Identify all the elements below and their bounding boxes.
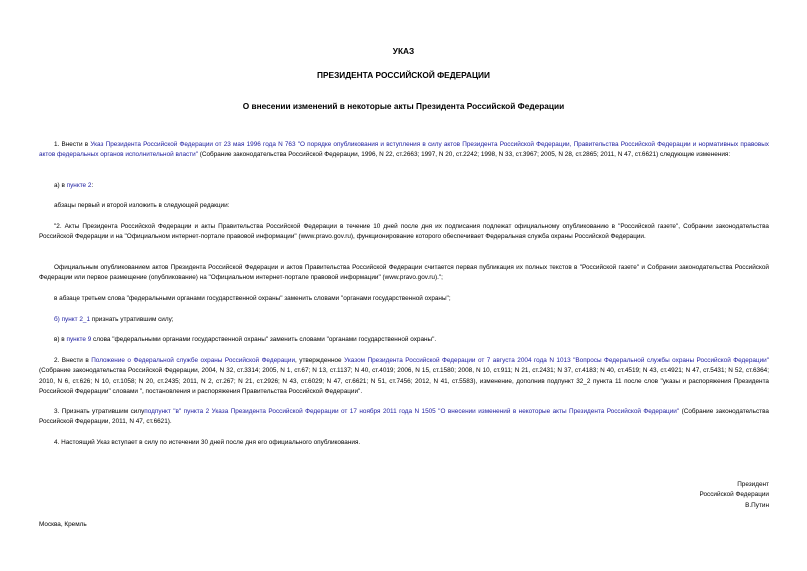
p1-suffix: (Собрание законодательства Российской Федерации, 1996, N 22, ст.2663; 1997, N 20, ст.2242; 1998, N 33, ст.3967; 2005, N 28, ст.2865; 2011, N 47, ст.6621) следующие изменения:: [197, 151, 731, 159]
issuer: ПРЕЗИДЕНТА РОССИЙСКОЙ ФЕДЕРАЦИИ: [317, 70, 490, 80]
signature-line-3: В.Путин: [745, 501, 769, 509]
doc-type: УКАЗ: [392, 46, 415, 56]
p1-prefix: 1. Внести в: [54, 141, 91, 148]
paragraph-1: [39, 140, 769, 161]
p2-link-2[interactable]: Указом Президента Российской Федерации от 7 августа 2004 года N 1013 "Вопросы Федеральной службы охраны Российской Федерации": [344, 357, 769, 364]
signature-line-2: Российской Федерации: [699, 491, 769, 499]
item-v-link[interactable]: пункте 9: [66, 336, 92, 343]
item-b-link[interactable]: пункт 2_1: [61, 316, 90, 323]
place-of-signing: Москва, Кремль: [39, 521, 87, 528]
item-a-prefix: а) в: [54, 182, 67, 189]
p2-link-1[interactable]: Положение о Федеральной службе охраны Российской Федерации: [91, 357, 296, 364]
p3-link-1[interactable]: подпункт "в" пункта 2: [144, 408, 210, 415]
paragraph-abz3: в абзаце третьем слова "федеральными органами государственной охраны" заменить словами "органами государственной охраны";: [54, 295, 451, 302]
signature-line-1: Президент: [737, 481, 769, 488]
p3-suffix: (Собрание законодательства Российской Федерации, 2011, N 47, ст.6621).: [39, 408, 769, 426]
p3-prefix: 3. Признать утратившим силу: [54, 408, 145, 415]
item-b-prefix: б): [54, 316, 62, 323]
item-b-suffix: признать утратившим силу;: [90, 316, 174, 323]
p2-mid: , утвержденное: [295, 357, 345, 364]
item-a-text: абзацы первый и второй изложить в следующей редакции:: [54, 202, 230, 209]
item-v: [39, 335, 769, 345]
signature-block: [700, 480, 770, 511]
quote-paragraph-1: "2. Акты Президента Российской Федерации и акты Правительства Российской Федерации в течение 10 дней после дня их подписания подлежат официальному опубликованию в "Российской газете", Собрании законодательства Российской Федерации и на "Официальном интернет-портале правовой информации" (www.pravo.gov.ru), функционирование которого обеспечивает Федеральная служба охраны Российской Федерации.: [39, 223, 769, 241]
p2-prefix: 2. Внести в: [54, 357, 92, 364]
item-a-link[interactable]: пункте 2: [66, 182, 92, 189]
item-v-prefix: в) в: [54, 336, 67, 343]
item-b: [39, 315, 769, 325]
paragraph-3: [39, 407, 769, 428]
p1-link[interactable]: Указ Президента Российской Федерации от 23 мая 1996 года N 763 "О порядке опубликования и вступления в силу актов Президента Российской Федерации, Правительства Российской Федерации и нормативных правовых актов федеральных органов исполнительной власти": [39, 141, 769, 159]
paragraph-4: 4. Настоящий Указ вступает в силу по истечении 30 дней после дня его официального опубликования.: [54, 439, 361, 446]
page-title: О внесении изменений в некоторые акты Президента Российской Федерации: [242, 101, 565, 111]
p2-suffix: (Собрание законодательства Российской Федерации, 2004, N 32, ст.3314; 2005, N 1, ст.67; N 13, ст.1137; N 40, ст.4019; 2006, N 15, ст.1580; 2008, N 10, ст.911; N 21, ст.2431; N 37, ст.4183; N 40, ст.4519; N 43, ст.4921; N 47, ст.5431; N 52, ст.6364; 2010, N 6, ст.626; N 10, ст.1058; N 20, ст.2435; 2011, N 2, ст.267; N 21, ст.2926; N 43, ст.6029; N 47, ст.6621; N 51, ст.7456; 2012, N 41, ст.5583), изменение, дополнив подпункт 32_2 пункта 11 после слов "указы и распоряжения Президента Российской Федерации" словами ", постановления и распоряжения Правительства Российской Федерации".: [39, 367, 769, 396]
item-a-suffix: :: [91, 182, 94, 189]
item-v-suffix: слова "федеральными органами государственной охраны" заменить словами "органами государственной охраны".: [91, 336, 437, 343]
p3-link-2[interactable]: Указа Президента Российской Федерации от 17 ноября 2011 года N 1505 "О внесении изменений в некоторые акты Президента Российской Федерации": [211, 408, 680, 415]
paragraph-2: [39, 356, 769, 398]
item-a: [39, 181, 769, 191]
quote-paragraph-2: Официальным опубликованием актов Президента Российской Федерации и актов Правительства Российской Федерации считается первая публикация их полных текстов в "Российской газете" и Собрании законодательства Российской Федерации или первое размещение (опубликование) на "Официальном интернет-портале правовой информации" (www.pravo.gov.ru).";: [39, 264, 769, 282]
